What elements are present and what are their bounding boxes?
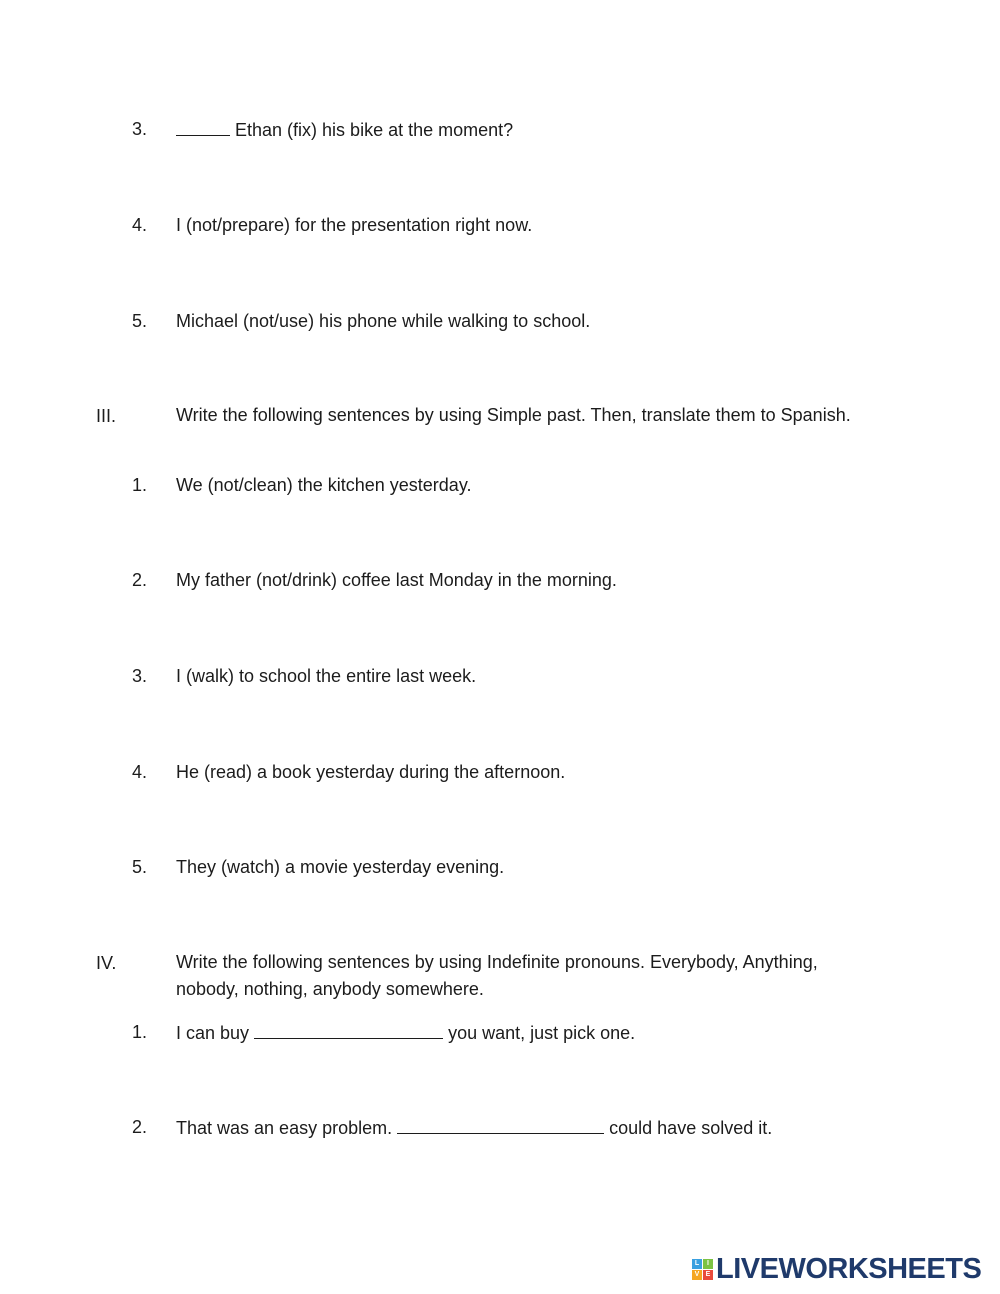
item-text bbox=[176, 1117, 772, 1139]
item-number: 3. bbox=[132, 666, 148, 686]
item-number: 1. bbox=[132, 475, 148, 495]
item-text-end: could have solved it. bbox=[609, 1118, 773, 1138]
answer-blank[interactable] bbox=[254, 1022, 443, 1039]
item-text: My father (not/drink) coffee last Monday in the morning. bbox=[176, 570, 617, 590]
section-instruction: Write the following sentences by using Indefinite pronouns. Everybody, Anything, nobody, nothing, anybody somewhere. bbox=[176, 952, 818, 999]
answer-blank[interactable] bbox=[176, 119, 230, 136]
logo-block: E bbox=[703, 1270, 713, 1280]
item-text: We (not/clean) the kitchen yesterday. bbox=[176, 475, 472, 495]
item-number: 4. bbox=[132, 215, 148, 235]
item-number: 5. bbox=[132, 857, 148, 877]
item-text: Michael (not/use) his phone while walking to school. bbox=[176, 311, 591, 331]
item-text: I (walk) to school the entire last week. bbox=[176, 666, 477, 686]
item-number: 2. bbox=[132, 1117, 148, 1137]
item-number: 2. bbox=[132, 570, 148, 590]
liveworksheets-logo bbox=[692, 1254, 981, 1284]
item-text-start: That was an easy problem. bbox=[176, 1118, 393, 1138]
item-text: I (not/prepare) for the presentation right now. bbox=[176, 215, 533, 235]
item-text bbox=[176, 1022, 635, 1044]
section-number: III. bbox=[96, 406, 117, 426]
logo-blocks-icon bbox=[692, 1259, 713, 1280]
logo-block: V bbox=[692, 1270, 702, 1280]
item-text-end: you want, just pick one. bbox=[448, 1023, 636, 1043]
item-text-body: Ethan (fix) his bike at the moment? bbox=[235, 120, 514, 140]
item-number: 4. bbox=[132, 762, 148, 782]
section-number: IV. bbox=[96, 953, 117, 973]
item-number: 1. bbox=[132, 1022, 148, 1042]
logo-text: LIVEWORKSHEETS bbox=[716, 1252, 982, 1285]
item-text: He (read) a book yesterday during the afternoon. bbox=[176, 762, 566, 782]
answer-blank[interactable] bbox=[397, 1117, 604, 1134]
item-text: They (watch) a movie yesterday evening. bbox=[176, 857, 505, 877]
item-number: 5. bbox=[132, 311, 148, 331]
logo-block: L bbox=[692, 1259, 702, 1269]
item-number: 3. bbox=[132, 119, 148, 139]
item-text-start: I can buy bbox=[176, 1023, 250, 1043]
item-text bbox=[176, 119, 513, 141]
logo-block: I bbox=[703, 1259, 713, 1269]
section-instruction: Write the following sentences by using Simple past. Then, translate them to Spanish. bbox=[176, 405, 851, 425]
